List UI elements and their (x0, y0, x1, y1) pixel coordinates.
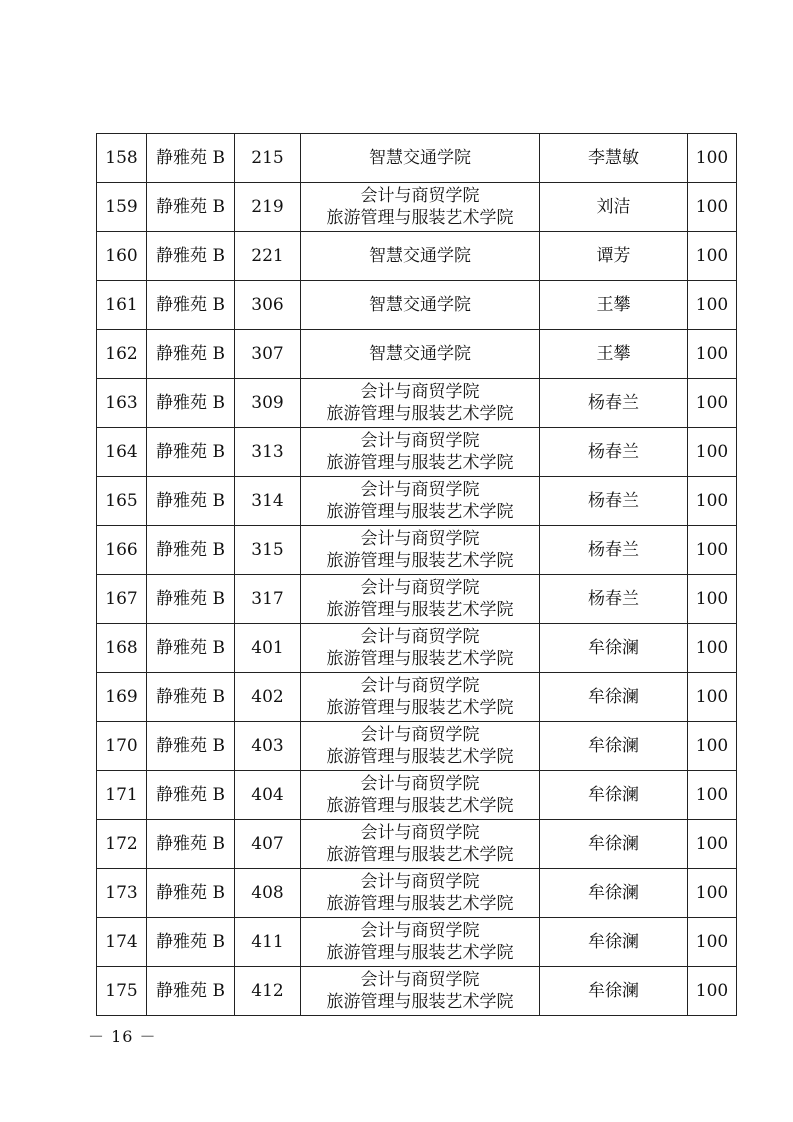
college-name: 会计与商贸学院 (360, 627, 480, 647)
row-number-cell: 175 (97, 967, 147, 1016)
table-row (97, 232, 737, 281)
building-cell: 静雅苑 B (147, 967, 235, 1016)
college-cell (301, 526, 540, 575)
college-cell (301, 281, 540, 330)
table-row (97, 967, 737, 1016)
room-cell: 315 (235, 526, 301, 575)
building-cell: 静雅苑 B (147, 232, 235, 281)
college-cell (301, 673, 540, 722)
inspector-cell: 杨春兰 (540, 526, 688, 575)
inspector-cell: 杨春兰 (540, 379, 688, 428)
building-cell: 静雅苑 B (147, 379, 235, 428)
room-cell: 404 (235, 771, 301, 820)
college-name: 会计与商贸学院 (360, 872, 480, 892)
college-cell (301, 330, 540, 379)
college-cell (301, 379, 540, 428)
row-number-cell: 164 (97, 428, 147, 477)
room-cell: 219 (235, 183, 301, 232)
page-number: － 16 － (88, 1027, 157, 1046)
college-name: 会计与商贸学院 (360, 431, 480, 451)
row-number-cell: 161 (97, 281, 147, 330)
college-name: 旅游管理与服装艺术学院 (326, 698, 514, 718)
room-cell: 306 (235, 281, 301, 330)
table-row (97, 281, 737, 330)
building-cell: 静雅苑 B (147, 575, 235, 624)
room-cell: 221 (235, 232, 301, 281)
inspector-cell: 牟徐澜 (540, 820, 688, 869)
inspector-cell: 牟徐澜 (540, 967, 688, 1016)
score-cell: 100 (688, 281, 737, 330)
table-row (97, 722, 737, 771)
building-cell: 静雅苑 B (147, 624, 235, 673)
inspector-cell: 王攀 (540, 281, 688, 330)
score-cell: 100 (688, 869, 737, 918)
college-name: 会计与商贸学院 (360, 578, 480, 598)
dormitory-score-table (96, 133, 737, 1016)
building-cell: 静雅苑 B (147, 330, 235, 379)
score-cell: 100 (688, 379, 737, 428)
room-cell: 307 (235, 330, 301, 379)
table-row (97, 624, 737, 673)
inspector-cell: 杨春兰 (540, 477, 688, 526)
college-name: 旅游管理与服装艺术学院 (326, 551, 514, 571)
college-name: 会计与商贸学院 (360, 823, 480, 843)
room-cell: 215 (235, 134, 301, 183)
building-cell: 静雅苑 B (147, 134, 235, 183)
college-name: 智慧交通学院 (369, 148, 471, 168)
college-name: 会计与商贸学院 (360, 382, 480, 402)
table-row (97, 379, 737, 428)
college-name: 智慧交通学院 (369, 344, 471, 364)
room-cell: 314 (235, 477, 301, 526)
inspector-cell: 杨春兰 (540, 428, 688, 477)
building-cell: 静雅苑 B (147, 820, 235, 869)
score-cell: 100 (688, 673, 737, 722)
college-name: 旅游管理与服装艺术学院 (326, 992, 514, 1012)
inspector-cell: 牟徐澜 (540, 869, 688, 918)
room-cell: 408 (235, 869, 301, 918)
college-name: 旅游管理与服装艺术学院 (326, 404, 514, 424)
college-cell (301, 869, 540, 918)
college-name: 会计与商贸学院 (360, 529, 480, 549)
score-cell: 100 (688, 624, 737, 673)
college-name: 旅游管理与服装艺术学院 (326, 208, 514, 228)
score-cell: 100 (688, 820, 737, 869)
college-cell (301, 232, 540, 281)
inspector-cell: 李慧敏 (540, 134, 688, 183)
table-row (97, 428, 737, 477)
room-cell: 407 (235, 820, 301, 869)
college-name: 会计与商贸学院 (360, 186, 480, 206)
room-cell: 412 (235, 967, 301, 1016)
row-number-cell: 160 (97, 232, 147, 281)
college-cell (301, 624, 540, 673)
building-cell: 静雅苑 B (147, 673, 235, 722)
inspector-cell: 牟徐澜 (540, 918, 688, 967)
row-number-cell: 171 (97, 771, 147, 820)
college-name: 旅游管理与服装艺术学院 (326, 845, 514, 865)
row-number-cell: 158 (97, 134, 147, 183)
row-number-cell: 173 (97, 869, 147, 918)
college-cell (301, 918, 540, 967)
score-cell: 100 (688, 526, 737, 575)
room-cell: 317 (235, 575, 301, 624)
college-name: 旅游管理与服装艺术学院 (326, 649, 514, 669)
building-cell: 静雅苑 B (147, 477, 235, 526)
table-row (97, 134, 737, 183)
table-row (97, 820, 737, 869)
college-name: 智慧交通学院 (369, 295, 471, 315)
college-name: 会计与商贸学院 (360, 676, 480, 696)
college-cell (301, 428, 540, 477)
inspector-cell: 牟徐澜 (540, 771, 688, 820)
college-name: 智慧交通学院 (369, 246, 471, 266)
college-cell (301, 771, 540, 820)
building-cell: 静雅苑 B (147, 183, 235, 232)
room-cell: 313 (235, 428, 301, 477)
college-name: 旅游管理与服装艺术学院 (326, 894, 514, 914)
row-number-cell: 172 (97, 820, 147, 869)
table-row (97, 183, 737, 232)
building-cell: 静雅苑 B (147, 428, 235, 477)
college-name: 会计与商贸学院 (360, 725, 480, 745)
room-cell: 309 (235, 379, 301, 428)
score-cell: 100 (688, 428, 737, 477)
college-cell (301, 967, 540, 1016)
score-cell: 100 (688, 575, 737, 624)
row-number-cell: 159 (97, 183, 147, 232)
college-name: 会计与商贸学院 (360, 480, 480, 500)
row-number-cell: 162 (97, 330, 147, 379)
table-row (97, 575, 737, 624)
score-cell: 100 (688, 477, 737, 526)
score-cell: 100 (688, 918, 737, 967)
inspector-cell: 谭芳 (540, 232, 688, 281)
inspector-cell: 杨春兰 (540, 575, 688, 624)
table-row (97, 673, 737, 722)
room-cell: 401 (235, 624, 301, 673)
table-row (97, 918, 737, 967)
college-cell (301, 183, 540, 232)
table-row (97, 771, 737, 820)
row-number-cell: 166 (97, 526, 147, 575)
score-cell: 100 (688, 722, 737, 771)
table-row (97, 477, 737, 526)
score-cell: 100 (688, 183, 737, 232)
college-name: 会计与商贸学院 (360, 774, 480, 794)
building-cell: 静雅苑 B (147, 918, 235, 967)
building-cell: 静雅苑 B (147, 869, 235, 918)
row-number-cell: 167 (97, 575, 147, 624)
table-row (97, 330, 737, 379)
inspector-cell: 刘洁 (540, 183, 688, 232)
college-name: 旅游管理与服装艺术学院 (326, 796, 514, 816)
room-cell: 402 (235, 673, 301, 722)
college-cell (301, 477, 540, 526)
building-cell: 静雅苑 B (147, 526, 235, 575)
room-cell: 411 (235, 918, 301, 967)
inspector-cell: 王攀 (540, 330, 688, 379)
room-cell: 403 (235, 722, 301, 771)
inspector-cell: 牟徐澜 (540, 673, 688, 722)
college-cell (301, 722, 540, 771)
table-body (97, 134, 737, 1016)
college-name: 旅游管理与服装艺术学院 (326, 943, 514, 963)
score-cell: 100 (688, 771, 737, 820)
building-cell: 静雅苑 B (147, 281, 235, 330)
row-number-cell: 165 (97, 477, 147, 526)
score-cell: 100 (688, 232, 737, 281)
college-name: 旅游管理与服装艺术学院 (326, 453, 514, 473)
row-number-cell: 174 (97, 918, 147, 967)
college-cell (301, 820, 540, 869)
college-name: 旅游管理与服装艺术学院 (326, 502, 514, 522)
row-number-cell: 169 (97, 673, 147, 722)
score-cell: 100 (688, 134, 737, 183)
college-name: 旅游管理与服装艺术学院 (326, 600, 514, 620)
score-cell: 100 (688, 330, 737, 379)
college-name: 旅游管理与服装艺术学院 (326, 747, 514, 767)
building-cell: 静雅苑 B (147, 722, 235, 771)
building-cell: 静雅苑 B (147, 771, 235, 820)
row-number-cell: 170 (97, 722, 147, 771)
college-name: 会计与商贸学院 (360, 921, 480, 941)
score-cell: 100 (688, 967, 737, 1016)
inspector-cell: 牟徐澜 (540, 624, 688, 673)
inspector-cell: 牟徐澜 (540, 722, 688, 771)
college-cell (301, 134, 540, 183)
table-row (97, 869, 737, 918)
college-cell (301, 575, 540, 624)
row-number-cell: 168 (97, 624, 147, 673)
row-number-cell: 163 (97, 379, 147, 428)
table-row (97, 526, 737, 575)
college-name: 会计与商贸学院 (360, 970, 480, 990)
